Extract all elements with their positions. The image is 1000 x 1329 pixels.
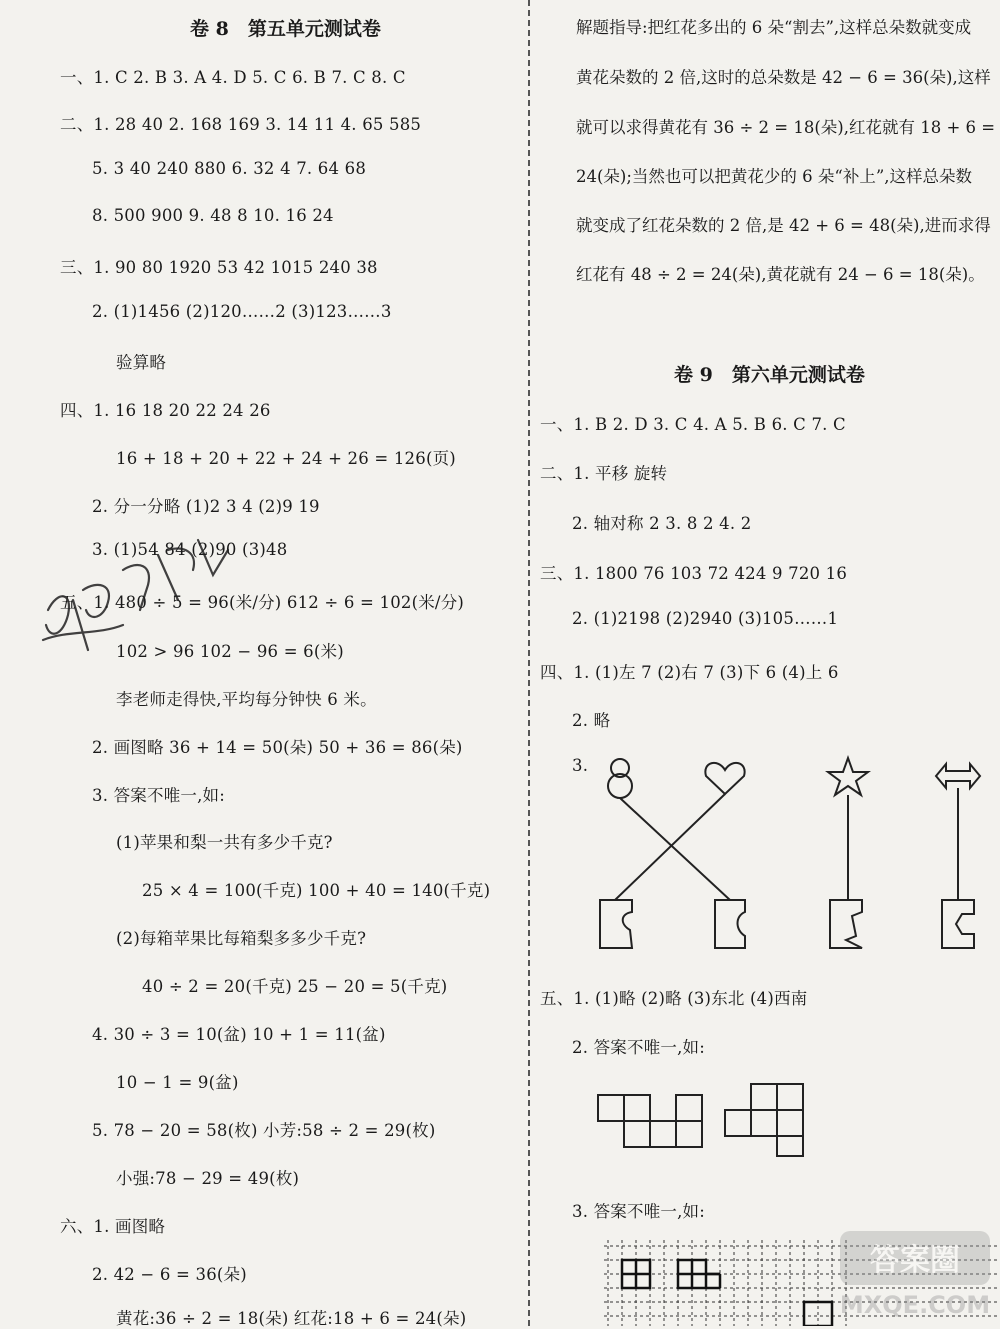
notched-square-icon — [830, 900, 862, 948]
answer-line: 黄花:36 ÷ 2 = 18(朵) 红花:18 + 6 = 24(朵) — [116, 1309, 467, 1328]
column-divider — [528, 0, 530, 1326]
answer-line: 25 × 4 = 100(千克) 100 + 40 = 140(千克) — [142, 881, 491, 900]
answer-line: 二、1. 28 40 2. 168 169 3. 14 11 4. 65 585 — [60, 115, 422, 134]
matching-figure — [590, 750, 1000, 960]
answer-line: 3. (1)54 84 (2)90 (3)48 — [92, 540, 288, 559]
answer-line: 四、1. (1)左 7 (2)右 7 (3)下 6 (4)上 6 — [540, 663, 839, 682]
answer-line: 一、1. B 2. D 3. C 4. A 5. B 6. C 7. C — [540, 415, 846, 434]
heart-icon — [705, 763, 744, 794]
answer-line: 3. — [572, 756, 589, 775]
svg-text:MXQE.COM: MXQE.COM — [839, 1291, 991, 1319]
answer-line: 2. 分一分略 (1)2 3 4 (2)9 19 — [92, 497, 320, 516]
watermark-logo — [830, 1225, 1000, 1326]
answer-line: 5. 78 − 20 = 58(枚) 小芳:58 ÷ 2 = 29(枚) — [92, 1121, 436, 1140]
guide-line: 解题指导:把红花多出的 6 朵“割去”,这样总朵数就变成 — [576, 18, 972, 37]
answer-line: 2. 略 — [572, 711, 611, 730]
answer-line: 40 ÷ 2 = 20(千克) 25 − 20 = 5(千克) — [142, 977, 448, 996]
notched-square-icon — [715, 900, 745, 948]
answer-line: 8. 500 900 9. 48 8 10. 16 24 — [92, 206, 334, 225]
guide-line: 红花有 48 ÷ 2 = 24(朵),黄花就有 24 − 6 = 18(朵)。 — [576, 265, 985, 284]
answer-line: 2. 42 − 6 = 36(朵) — [92, 1265, 247, 1284]
answer-line: 16 + 18 + 20 + 22 + 24 + 26 = 126(页) — [116, 449, 456, 468]
answer-line: 3. 答案不唯一,如: — [572, 1202, 705, 1221]
notched-square-icon — [942, 900, 974, 948]
answer-line: 验算略 — [116, 353, 167, 372]
answer-line: 4. 30 ÷ 3 = 10(盆) 10 + 1 = 11(盆) — [92, 1025, 386, 1044]
answer-line: 六、1. 画图略 — [60, 1217, 166, 1236]
answer-line: (1)苹果和梨一共有多少千克? — [116, 833, 333, 852]
answer-line: 二、1. 平移 旋转 — [540, 464, 668, 483]
guide-line: 就可以求得黄花有 36 ÷ 2 = 18(朵),红花就有 18 + 6 = — [576, 118, 996, 137]
answer-line: 3. 答案不唯一,如: — [92, 786, 225, 805]
answer-line: 5. 3 40 240 880 6. 32 4 7. 64 68 — [92, 159, 367, 178]
svg-text:答案圈: 答案圈 — [870, 1243, 960, 1278]
answer-line: 小强:78 − 29 = 49(枚) — [116, 1169, 300, 1188]
answer-line: 四、1. 16 18 20 22 24 26 — [60, 401, 271, 420]
guide-line: 就变成了红花朵数的 2 倍,是 42 + 6 = 48(朵),进而求得 — [576, 216, 991, 235]
answer-line: 三、1. 90 80 1920 53 42 1015 240 38 — [60, 258, 378, 277]
answer-line: 10 − 1 = 9(盆) — [116, 1073, 239, 1092]
double-arrow-icon — [936, 764, 980, 788]
answer-line: 李老师走得快,平均每分钟快 6 米。 — [116, 690, 377, 709]
answer-line: 三、1. 1800 76 103 72 424 9 720 16 — [540, 564, 848, 583]
answer-line: 2. 答案不唯一,如: — [572, 1038, 705, 1057]
answer-line: 五、1. (1)略 (2)略 (3)东北 (4)西南 — [540, 989, 808, 1008]
answer-line: 2. 画图略 36 + 14 = 50(朵) 50 + 36 = 86(朵) — [92, 738, 463, 757]
answer-line: 102 > 96 102 − 96 = 6(米) — [116, 642, 344, 661]
answer-line: 一、1. C 2. B 3. A 4. D 5. C 6. B 7. C 8. C — [60, 68, 406, 87]
guide-line: 黄花朵数的 2 倍,这时的总朵数是 42 − 6 = 36(朵),这样 — [576, 68, 991, 87]
notched-square-icon — [600, 900, 632, 948]
section-title-9: 卷 9 第六单元测试卷 — [674, 364, 865, 386]
star-icon — [828, 758, 868, 795]
answer-line: 2. (1)2198 (2)2940 (3)105……1 — [572, 609, 839, 628]
section-title-8: 卷 8 第五单元测试卷 — [190, 18, 381, 40]
answer-line: 2. (1)1456 (2)120……2 (3)123……3 — [92, 302, 392, 321]
guide-line: 24(朵);当然也可以把黄花少的 6 朵“补上”,这样总朵数 — [576, 167, 973, 186]
cube-net-figures — [595, 1080, 825, 1160]
answer-line: (2)每箱苹果比每箱梨多多少千克? — [116, 929, 367, 948]
answer-line: 2. 轴对称 2 3. 8 2 4. 2 — [572, 514, 752, 533]
answer-line: 五、1. 480 ÷ 5 = 96(米/分) 612 ÷ 6 = 102(米/分) — [60, 593, 465, 612]
